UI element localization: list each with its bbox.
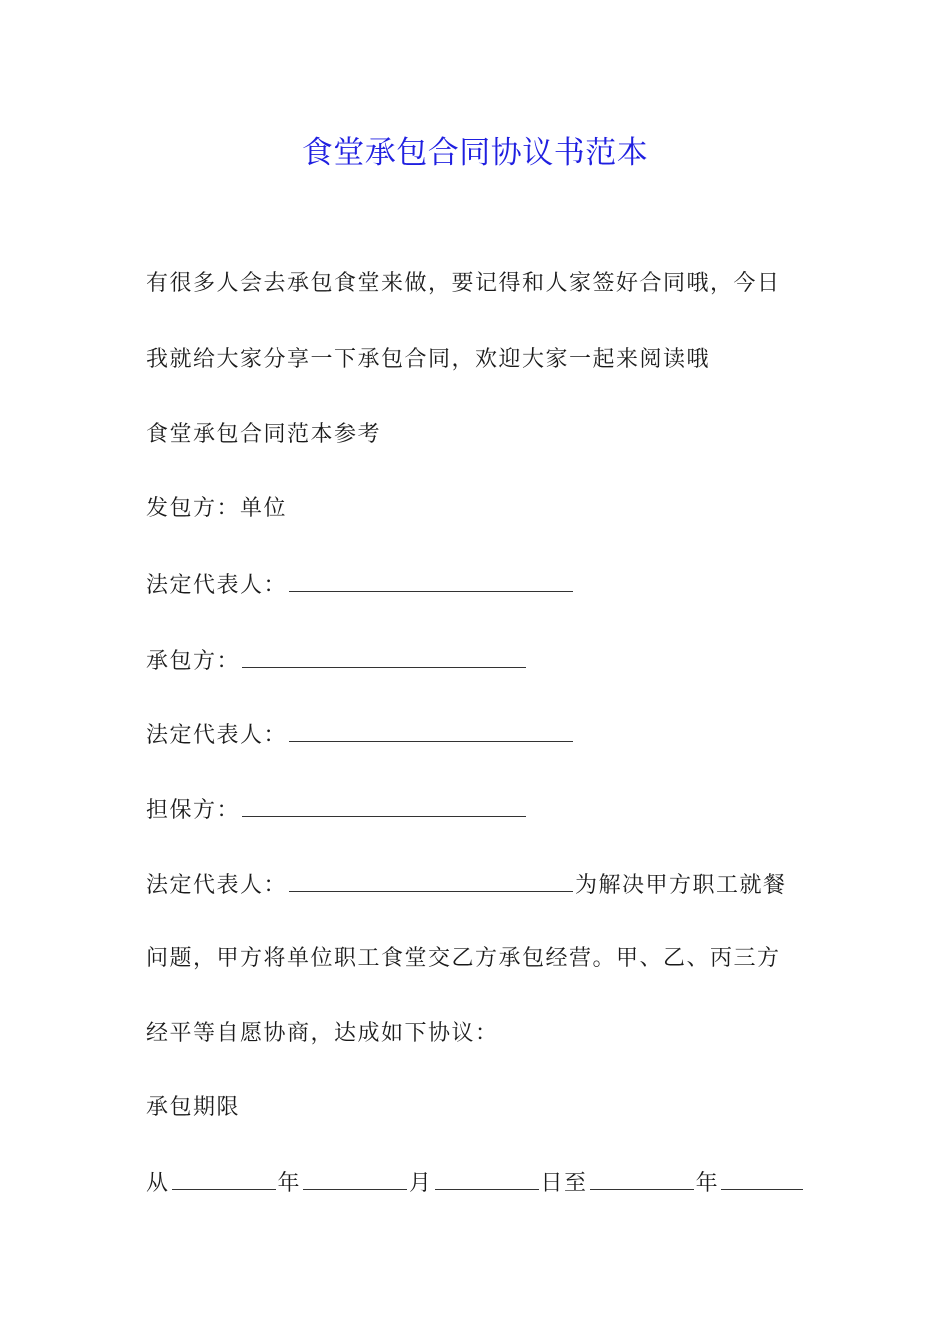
- month-label: 月: [409, 1171, 433, 1196]
- guarantor-line: [146, 794, 810, 826]
- body-line-2: 问题，甲方将单位职工食堂交乙方承包经营。甲、乙、丙三方: [146, 946, 781, 971]
- legal-rep-label: 法定代表人：: [146, 573, 288, 598]
- subheading: 食堂承包合同范本参考: [146, 422, 382, 447]
- party-b-line: [146, 645, 810, 677]
- guarantor-legal-rep-line: [146, 869, 810, 901]
- year-label: 年: [695, 1171, 720, 1196]
- section-heading-term: 承包期限: [146, 1095, 241, 1120]
- blank-field[interactable]: [289, 869, 573, 892]
- blank-field[interactable]: [289, 569, 573, 592]
- blank-field[interactable]: [721, 1167, 803, 1190]
- body-line-3: 经平等自愿协商，达成如下协议：: [146, 1021, 499, 1046]
- blank-field[interactable]: [435, 1167, 539, 1190]
- party-a-legal-rep-line: [146, 569, 810, 601]
- year-label: 年: [277, 1171, 302, 1196]
- day-to-label: 日至: [540, 1171, 588, 1196]
- party-b-label: 承包方：: [146, 649, 241, 674]
- party-b-legal-rep-line: [146, 719, 810, 751]
- blank-field[interactable]: [242, 645, 526, 668]
- intro-line-2: 我就给大家分享一下承包合同，欢迎大家一起来阅读哦: [146, 347, 711, 372]
- intro-line-1: 有很多人会去承包食堂来做，要记得和人家签好合同哦，今日: [146, 271, 781, 296]
- legal-rep-label: 法定代表人：: [146, 873, 288, 898]
- party-a-line: 发包方：单位: [146, 496, 288, 521]
- blank-field[interactable]: [590, 1167, 694, 1190]
- body-text: 为解决甲方职工就餐: [575, 873, 787, 898]
- page-title: 食堂承包合同协议书范本: [301, 135, 649, 171]
- date-from-label: 从: [146, 1171, 170, 1196]
- blank-field[interactable]: [242, 794, 526, 817]
- blank-field[interactable]: [303, 1167, 407, 1190]
- date-range-line: [146, 1167, 810, 1199]
- guarantor-label: 担保方：: [146, 798, 241, 823]
- blank-field[interactable]: [289, 719, 573, 742]
- legal-rep-label: 法定代表人：: [146, 723, 288, 748]
- blank-field[interactable]: [172, 1167, 276, 1190]
